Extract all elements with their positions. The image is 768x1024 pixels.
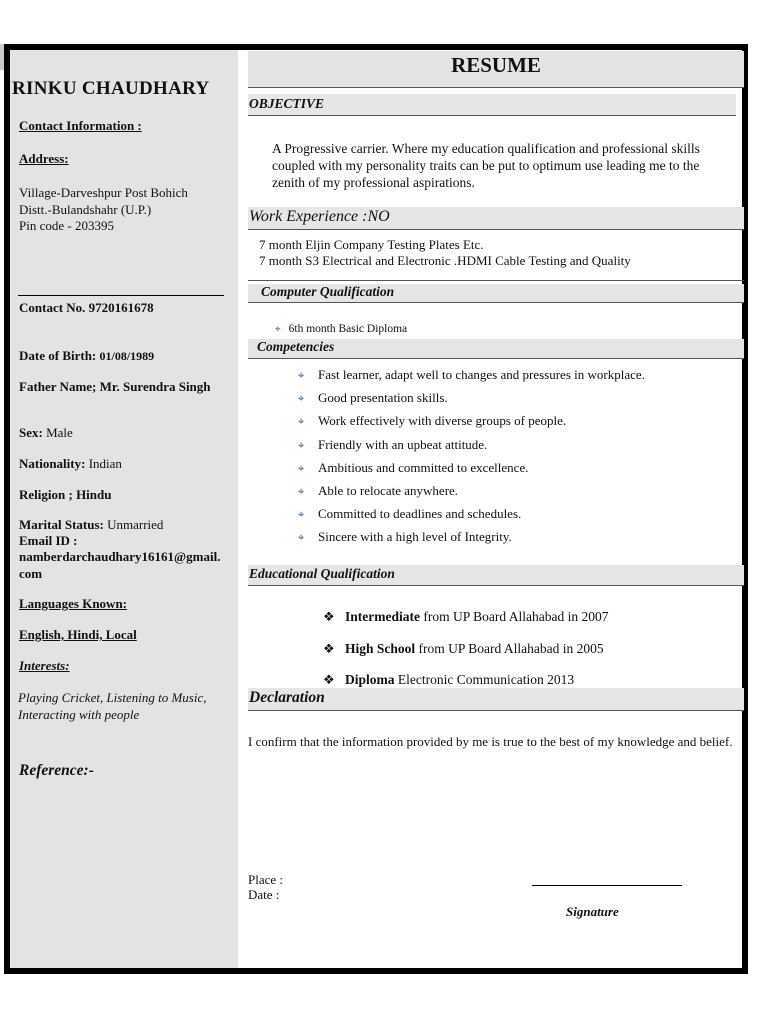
competency-text: Committed to deadlines and schedules. [318, 506, 522, 522]
sidebar-divider [18, 295, 224, 296]
objective-text: A Progressive carrier. Where my education qualification and professional skills coupled with my personality traits can be put to optimum use leading me to the zenith of my professional aspirations. [272, 141, 700, 190]
competency-item [298, 459, 738, 482]
interests-heading: Interests: [19, 658, 70, 673]
email-value: namberdarchaudhary16161@gmail.com [19, 549, 221, 581]
address-block [19, 185, 234, 235]
education-heading: Educational Qualification [249, 566, 395, 581]
nationality-value: Indian [88, 456, 122, 471]
address-heading: Address: [19, 151, 69, 166]
education-item [323, 640, 733, 672]
contact-information-heading: Contact Information : [19, 118, 142, 133]
dob-label: Date of Birth: [19, 348, 97, 363]
education-detail: from UP Board Allahabad in 2007 [419, 609, 609, 624]
competency-item [298, 528, 738, 551]
dob-value: 01/08/1989 [99, 349, 155, 363]
email-label: Email ID : [19, 533, 78, 548]
competency-text: Sincere with a high level of Integrity. [318, 529, 512, 545]
competency-item [298, 436, 738, 459]
diamond-bullet-icon: ❖ [323, 609, 335, 624]
interests-value: Playing Cricket, Listening to Music, Interacting with people [18, 690, 207, 722]
religion-value: Hindu [76, 487, 112, 502]
competency-text: Able to relocate anywhere. [318, 482, 459, 498]
bullet-icon: ⌖ [298, 370, 305, 382]
place-label: Place : [248, 872, 284, 887]
competency-item [298, 389, 738, 412]
date-label: Date : [248, 887, 280, 902]
education-level: High School [345, 640, 416, 656]
computer-qualification-text: 6th month Basic Diploma [288, 323, 408, 335]
bullet-icon: ⌖ [298, 416, 305, 429]
competency-text: Friendly with an upbeat attitude. [318, 436, 488, 452]
religion-label: Religion ; [19, 487, 73, 502]
column-gutter [238, 50, 248, 968]
work-experience-line: 7 month Eljin Company Testing Plates Etc. [259, 237, 484, 252]
marital-label: Marital Status: [19, 517, 104, 532]
bullet-icon: ⌖ [298, 532, 305, 545]
sex-row [19, 425, 73, 442]
education-level: Intermediate [345, 609, 420, 624]
bullet-icon: ⌖ [275, 324, 281, 335]
work-experience-heading: Work Experience :NO [249, 208, 390, 225]
candidate-name: RINKU CHAUDHARY [12, 78, 210, 99]
nationality-row [19, 456, 122, 473]
competency-item [298, 505, 738, 528]
declaration-heading: Declaration [249, 689, 325, 706]
education-detail: from UP Board Allahabad in 2005 [415, 640, 604, 656]
competency-text: Ambitious and committed to excellence. [318, 459, 529, 475]
competencies-bar [248, 339, 744, 359]
competency-text: Good presentation skills. [318, 390, 448, 406]
education-bar [248, 565, 744, 586]
competency-item [298, 366, 738, 389]
reference-heading: Reference:- [19, 762, 94, 779]
bullet-icon: ⌖ [298, 509, 305, 522]
competency-item [298, 412, 738, 435]
work-divider [248, 280, 744, 281]
address-line: Distt.-Bulandshahr (U.P.) [19, 201, 152, 217]
declaration-text: I confirm that the information provided by me is true to the best of my knowledge and belief. [248, 734, 733, 749]
computer-qualification-item [275, 323, 407, 335]
bullet-icon: ⌖ [298, 393, 305, 406]
signature-line [532, 885, 682, 886]
bullet-icon: ⌖ [298, 439, 305, 452]
competencies-list [298, 366, 738, 552]
objective-heading: OBJECTIVE [249, 96, 325, 111]
education-level: Diploma [345, 672, 395, 687]
religion-row [19, 487, 111, 504]
contact-number: Contact No. 9720161678 [19, 300, 154, 315]
competency-item [298, 482, 738, 505]
declaration-bar [248, 688, 744, 711]
dob-row [19, 348, 154, 365]
diamond-bullet-icon: ❖ [323, 640, 335, 656]
nationality-label: Nationality: [19, 456, 86, 471]
page-title: RESUME [248, 51, 744, 88]
marital-value: Unmarried [107, 517, 164, 532]
address-line: Pin code - 203395 [19, 218, 114, 233]
sex-label: Sex: [19, 425, 43, 440]
education-item [323, 608, 733, 640]
competency-text: Fast learner, adapt well to changes and pressures in workplace. [318, 367, 645, 382]
bullet-icon: ⌖ [298, 462, 305, 475]
marital-row [19, 517, 163, 534]
sex-value: Male [46, 425, 73, 440]
education-detail: Electronic Communication 2013 [394, 672, 575, 687]
languages-heading: Languages Known: [19, 596, 127, 611]
place-date-block [248, 872, 283, 902]
objective-bar [248, 94, 736, 116]
competencies-heading: Competencies [257, 339, 335, 354]
father-name: Father Name; Mr. Surendra Singh [19, 379, 211, 394]
competency-text: Work effectively with diverse groups of people. [318, 413, 567, 429]
computer-qualification-heading: Computer Qualification [261, 284, 395, 299]
work-experience-list [259, 237, 739, 269]
signature-label: Signature [566, 904, 619, 919]
computer-qualification-bar [248, 284, 744, 303]
languages-value: English, Hindi, Local [19, 627, 137, 642]
work-experience-line: 7 month S3 Electrical and Electronic .HDMI Cable Testing and Quality [259, 253, 631, 268]
diamond-bullet-icon: ❖ [323, 672, 335, 687]
bullet-icon: ⌖ [298, 485, 305, 498]
address-line: Village-Darveshpur Post Bohich [19, 185, 188, 200]
work-experience-bar [248, 207, 744, 230]
